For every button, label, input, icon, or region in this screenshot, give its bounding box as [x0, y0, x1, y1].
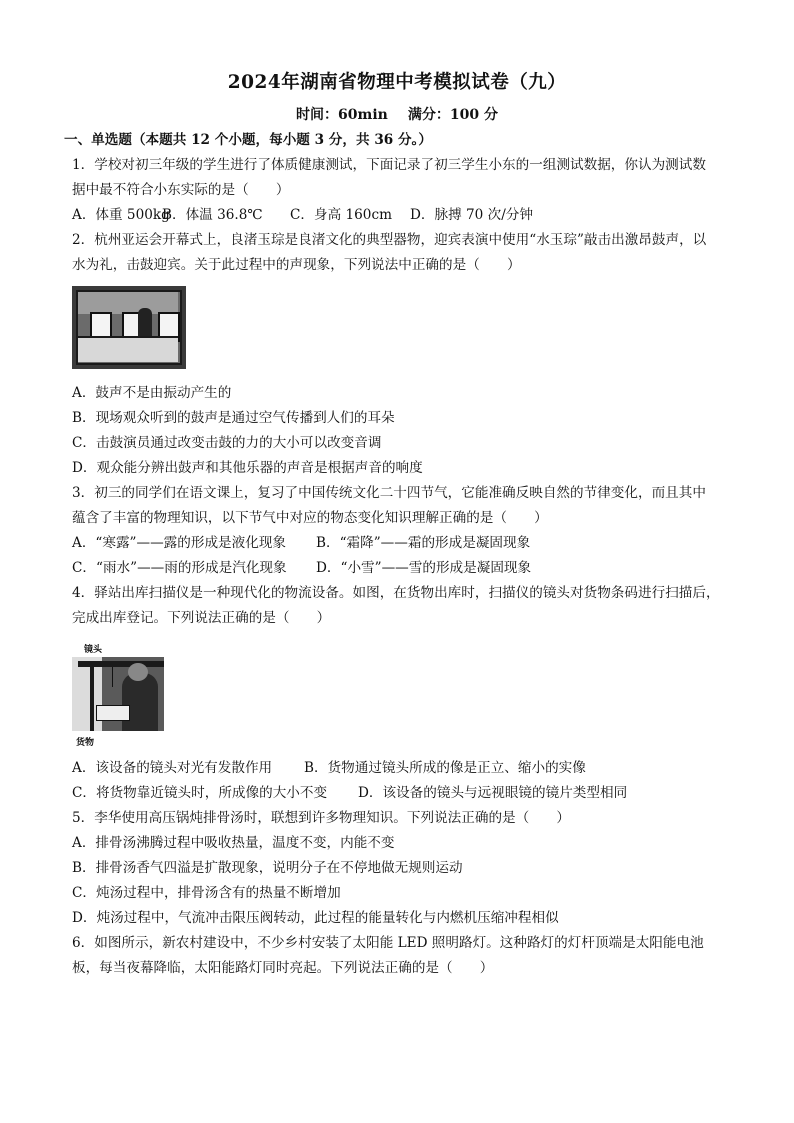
q1-options [72, 205, 732, 225]
q3-option-b[interactable]: B．“霜降”——霜的形成是凝固现象 [316, 535, 531, 551]
q5-option-c[interactable]: C．炖汤过程中，排骨汤含有的热量不断增加 [72, 885, 341, 901]
q4-stem-line-2: 完成出库登记。下列说法正确的是（ ） [72, 610, 331, 626]
q5-option-b[interactable]: B．排骨汤香气四溢是扩散现象，说明分子在不停地做无规则运动 [72, 860, 463, 876]
q3-stem-line-1: 3．初三的同学们在语文课上，复习了中国传统文化二十四节气，它能准确反映自然的节律变化，而且其中 [72, 485, 706, 501]
q3-stem-line-2: 蕴含了丰富的物理知识，以下节气中对应的物态变化知识理解正确的是（ ） [72, 510, 548, 526]
q2-stem-line-1: 2．杭州亚运会开幕式上，良渚玉琮是良渚文化的典型器物，迎宾表演中使用“水玉琮”敲击出激昂鼓声，以 [72, 232, 707, 248]
q5-option-d[interactable]: D．炖汤过程中，气流冲击限压阀转动，此过程的能量转化与内燃机压缩冲程相似 [72, 910, 559, 926]
q4-option-d[interactable]: D．该设备的镜头与远视眼镜的镜片类型相同 [358, 785, 628, 801]
section-heading: 一、单选题（本题共 12 个小题，每小题 3 分，共 36 分。） [64, 132, 432, 148]
exam-title: 2024年湖南省物理中考模拟试卷（九） [227, 72, 567, 93]
q2-option-a[interactable]: A．鼓声不是由振动产生的 [72, 385, 232, 401]
q1-option-d[interactable]: D．脉搏 70 次/分钟 [410, 207, 533, 223]
q3-option-a[interactable]: A．“寒露”——露的形成是液化现象 [72, 535, 287, 551]
q2-option-b[interactable]: B．现场观众听到的鼓声是通过空气传播到人们的耳朵 [72, 410, 395, 426]
q4-option-c[interactable]: C．将货物靠近镜头时，所成像的大小不变 [72, 785, 328, 801]
q4-options-row-1 [72, 758, 732, 778]
q5-option-a[interactable]: A．排骨汤沸腾过程中吸收热量，温度不变，内能不变 [72, 835, 395, 851]
q4-stem-line-1: 4．驿站出库扫描仪是一种现代化的物流设备。如图，在货物出库时，扫描仪的镜头对货物条码进行扫描后， [72, 585, 720, 601]
q4-options-row-2 [72, 783, 732, 803]
scanner-photo [72, 657, 164, 731]
q4-option-b[interactable]: B．货物通过镜头所成的像是正立、缩小的实像 [304, 760, 586, 776]
q1-option-c[interactable]: C．身高 160cm [290, 207, 392, 223]
q3-option-d[interactable]: D．“小雪”——雪的形成是凝固现象 [316, 560, 532, 576]
q6-stem-line-2: 板，每当夜幕降临，太阳能路灯同时亮起。下列说法正确的是（ ） [72, 960, 494, 976]
q4-option-a[interactable]: A．该设备的镜头对光有发散作用 [72, 760, 273, 776]
q5-stem-line-1: 5．李华使用高压锅炖排骨汤时，联想到许多物理知识。下列说法正确的是（ ） [72, 810, 571, 826]
lens-label: 镜头 [84, 645, 103, 655]
q1-option-a[interactable]: A．体重 500kg [72, 207, 170, 223]
q2-stem-line-2: 水为礼，击鼓迎宾。关于此过程中的声现象，下列说法中正确的是（ ） [72, 257, 521, 273]
q1-stem-line-2: 据中最不符合小东实际的是（ ） [72, 182, 290, 198]
q2-option-d[interactable]: D．观众能分辨出鼓声和其他乐器的声音是根据声音的响度 [72, 460, 423, 476]
q3-option-c[interactable]: C．“雨水”——雨的形成是汽化现象 [72, 560, 287, 576]
exam-time: 时间：60min [296, 107, 388, 123]
goods-label: 货物 [76, 738, 95, 748]
q6-stem-line-1: 6．如图所示，新农村建设中，不少乡村安装了太阳能 LED 照明路灯。这种路灯的灯杆顶端是太阳能电池 [72, 935, 704, 951]
exam-score: 满分：100 分 [407, 107, 498, 123]
q2-option-c[interactable]: C．击鼓演员通过改变击鼓的力的大小可以改变音调 [72, 435, 382, 451]
q1-stem-line-1: 1．学校对初三年级的学生进行了体质健康测试，下面记录了初三学生小东的一组测试数据，你认为测试数 [72, 157, 706, 173]
drum-performance-photo [72, 286, 186, 369]
q3-options-row-2 [72, 558, 732, 578]
q1-option-b[interactable]: B．体温 36.8℃ [162, 207, 263, 223]
exam-subtitle [0, 104, 794, 124]
q3-options-row-1 [72, 533, 732, 553]
